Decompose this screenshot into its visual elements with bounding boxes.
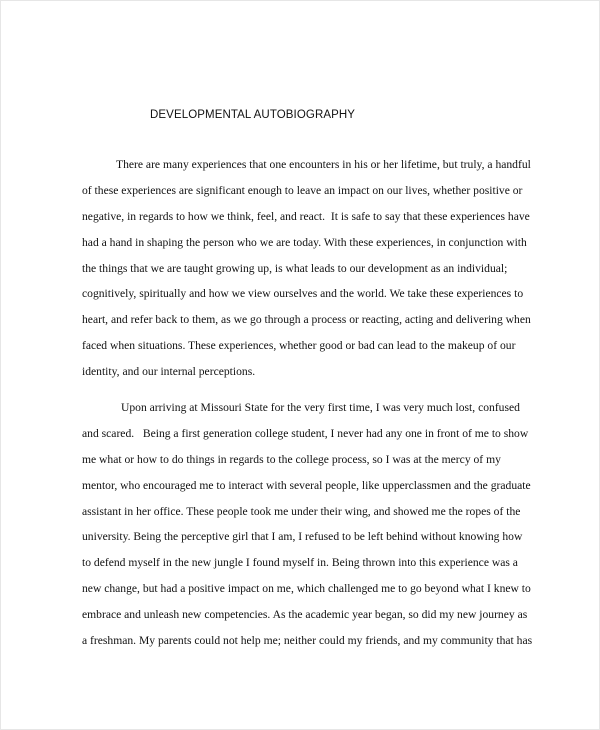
text-line: There are many experiences that one encounters in his or her lifetime, but truly, a handful	[116, 158, 531, 171]
text-line: negative, in regards to how we think, feel, and react. It is safe to say that these experiences have	[82, 209, 530, 223]
text-line: assistant in her office. These people took me under their wing, and showed me the ropes of the	[82, 504, 521, 518]
text-line: a freshman. My parents could not help me; neither could my friends, and my community that has	[82, 634, 533, 648]
document-title: DEVELOPMENTAL AUTOBIOGRAPHY	[150, 109, 356, 121]
text-line: and scared. Being a first generation college student, I never had any one in front of me to show	[82, 426, 529, 440]
text-line: had a hand in shaping the person who we are today. With these experiences, in conjunction with	[82, 235, 527, 249]
text-line: new change, but had a positive impact on me, which challenged me to go beyond what I knew to	[82, 582, 531, 596]
text-line: faced when situations. These experiences, whether good or bad can lead to the makeup of our	[82, 339, 516, 353]
text-line: identity, and our internal perceptions.	[82, 365, 256, 379]
text-line: embrace and unleash new competencies. As the academic year began, so did my new journey as	[82, 608, 528, 622]
text-line: to defend myself in the new jungle I found myself in. Being thrown into this experience was a	[82, 556, 518, 570]
paragraph-2	[82, 401, 533, 660]
text-line: Upon arriving at Missouri State for the very first time, I was very much lost, confused	[121, 401, 520, 414]
paragraph-1	[82, 158, 531, 391]
text-line: heart, and refer back to them, as we go through a process or reacting, acting and delivering when	[82, 313, 531, 327]
text-line: university. Being the perceptive girl that I am, I refused to be left behind without knowing how	[82, 530, 523, 544]
text-line: me what or how to do things in regards to the college process, so I was at the mercy of my	[82, 452, 501, 466]
text-line: the things that we are taught growing up, is what leads to our development as an individual;	[82, 261, 508, 275]
text-line: mentor, who encouraged me to interact with several people, like upperclassmen and the graduate	[82, 478, 531, 492]
text-line: of these experiences are significant enough to leave an impact on our lives, whether positive or	[82, 183, 523, 197]
text-line: cognitively, spiritually and how we view ourselves and the world. We take these experiences to	[82, 287, 524, 301]
